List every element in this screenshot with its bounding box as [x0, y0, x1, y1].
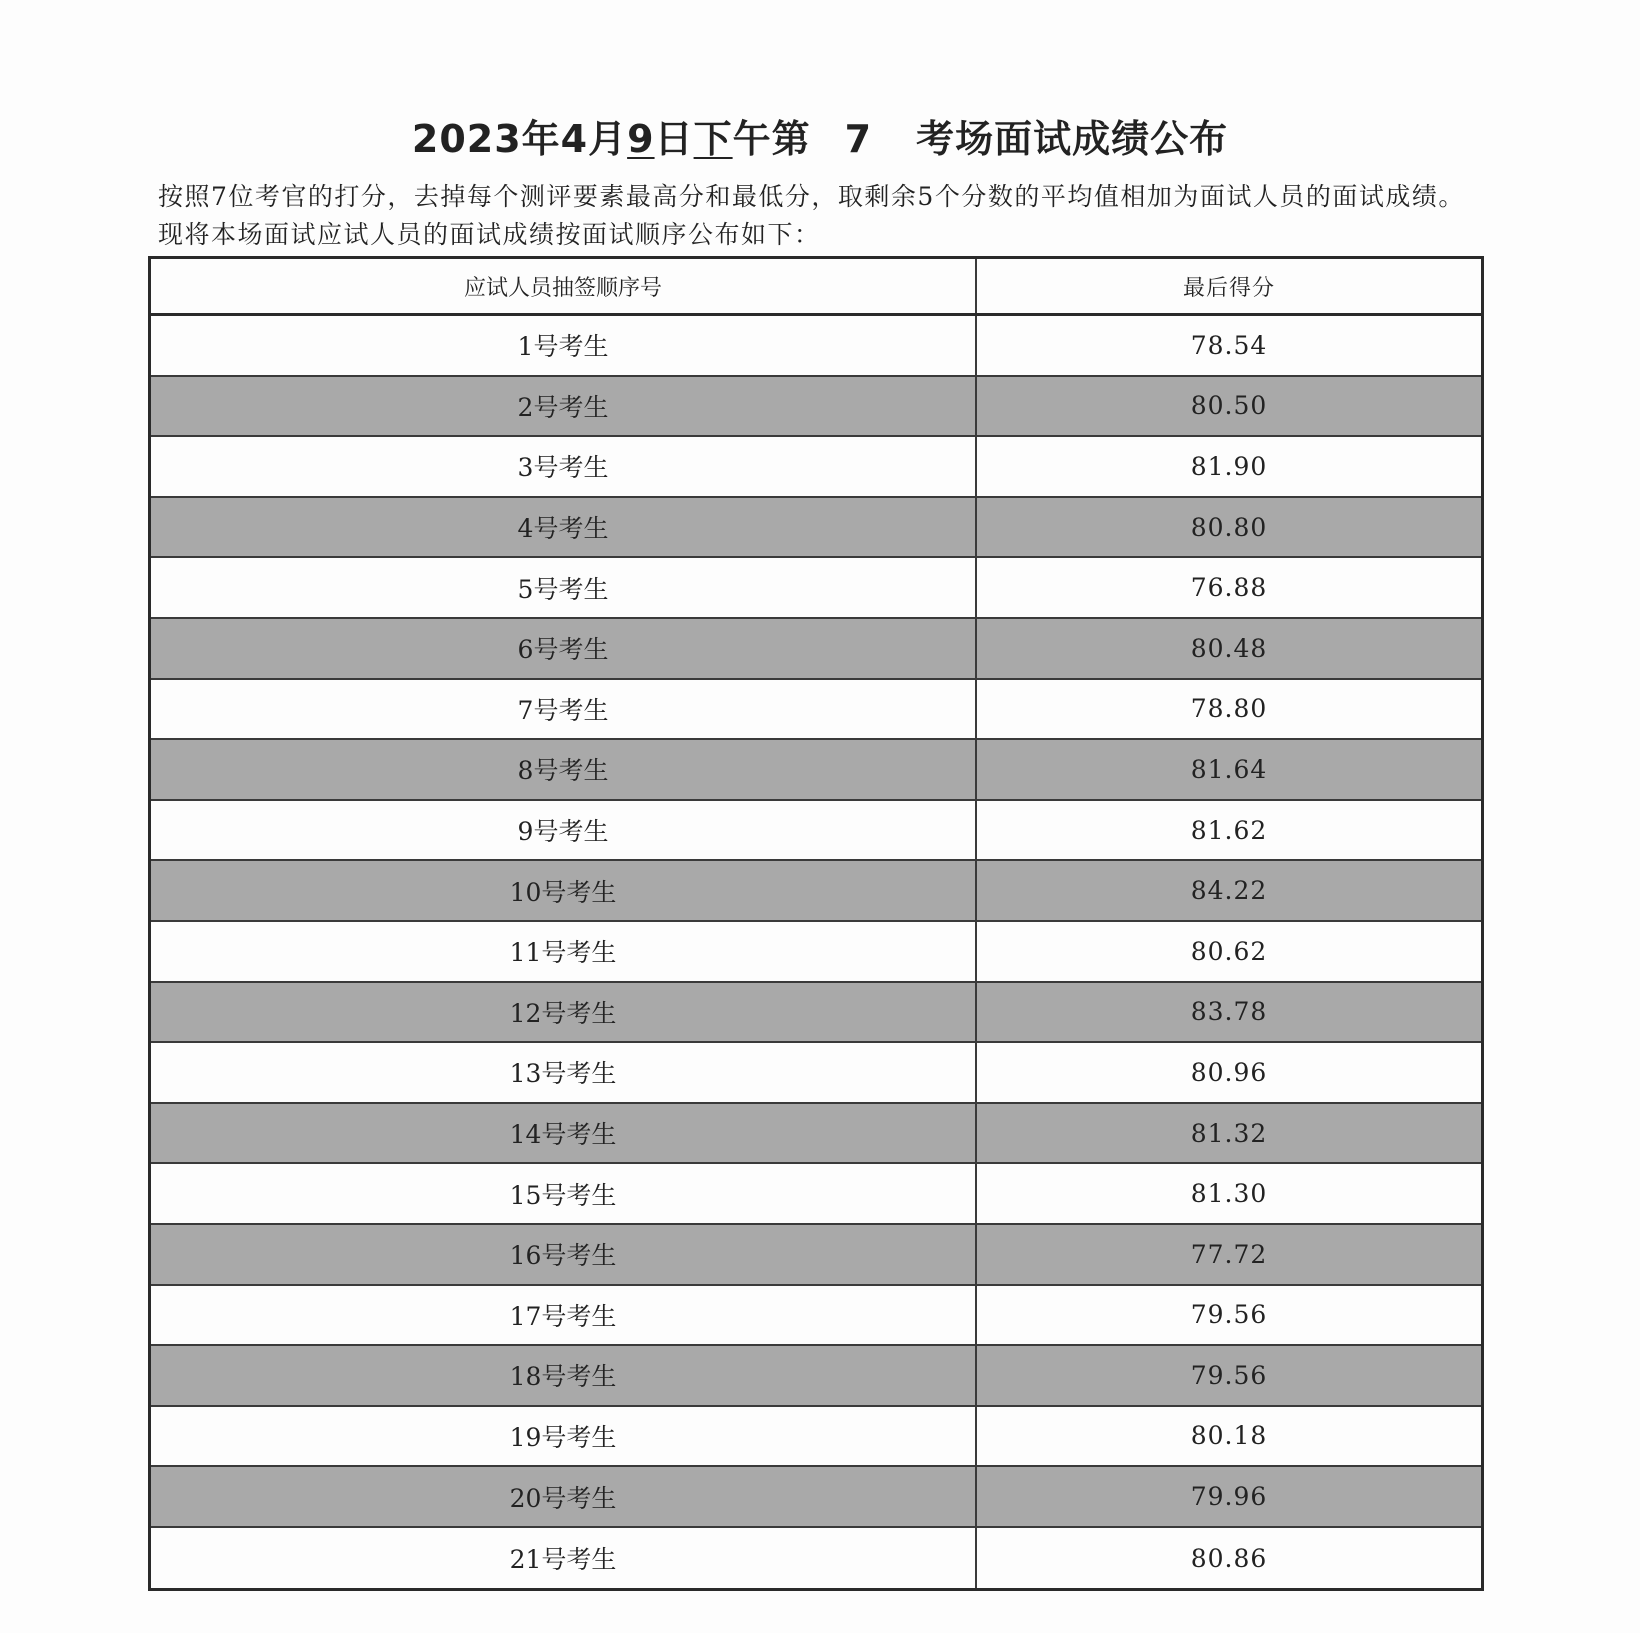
table-row — [151, 498, 1481, 559]
candidate-number-cell: 21号考生 — [151, 1528, 977, 1589]
table-row — [151, 1043, 1481, 1104]
table-row — [151, 1286, 1481, 1347]
candidate-number-cell: 4号考生 — [151, 498, 977, 557]
final-score-cell: 80.96 — [1190, 1057, 1268, 1087]
table-row — [151, 619, 1481, 680]
candidate-number-cell: 17号考生 — [151, 1286, 977, 1345]
table-row — [151, 558, 1481, 619]
candidate-number-cell: 12号考生 — [151, 983, 977, 1042]
candidate-number-cell: 7号考生 — [151, 680, 977, 739]
table-header-row — [151, 259, 1481, 316]
table-row — [151, 740, 1481, 801]
final-score-cell: 78.80 — [1190, 694, 1268, 724]
table-row — [151, 377, 1481, 438]
page-title — [0, 108, 1640, 163]
candidate-number-cell: 3号考生 — [151, 437, 977, 496]
final-score-cell: 79.56 — [1190, 1300, 1268, 1330]
final-score-cell: 79.96 — [1190, 1482, 1268, 1512]
candidate-number-cell: 1号考生 — [151, 316, 977, 375]
candidate-number-cell: 6号考生 — [151, 619, 977, 678]
table-row — [151, 316, 1481, 377]
candidate-number-cell: 14号考生 — [151, 1104, 977, 1163]
table-row — [151, 801, 1481, 862]
title-period: 下 — [693, 117, 733, 161]
table-row — [151, 1467, 1481, 1528]
table-row — [151, 922, 1481, 983]
header-final-score: 最后得分 — [1182, 275, 1275, 301]
title-day: 9 — [627, 117, 655, 161]
candidate-number-cell: 16号考生 — [151, 1225, 977, 1284]
final-score-cell: 81.62 — [1190, 815, 1268, 845]
final-score-cell: 81.30 — [1190, 1179, 1268, 1209]
table-row — [151, 861, 1481, 922]
title-room-number: 7 — [844, 117, 873, 161]
final-score-cell: 80.86 — [1190, 1543, 1268, 1573]
candidate-number-cell: 5号考生 — [151, 558, 977, 617]
final-score-cell: 81.64 — [1190, 754, 1268, 784]
final-score-cell: 76.88 — [1190, 573, 1268, 603]
table-row — [151, 680, 1481, 741]
table-row — [151, 1164, 1481, 1225]
final-score-cell: 80.18 — [1190, 1421, 1268, 1451]
final-score-cell: 77.72 — [1190, 1239, 1268, 1269]
candidate-number-cell: 20号考生 — [151, 1467, 977, 1526]
intro-paragraph: 按照7位考官的打分，去掉每个测评要素最高分和最低分，取剩余5个分数的平均值相加为面试人员的面试成绩。现将本场面试应试人员的面试成绩按面试顺序公布如下： — [158, 182, 1465, 249]
candidate-number-cell: 18号考生 — [151, 1346, 977, 1405]
header-candidate-number: 应试人员抽签顺序号 — [151, 259, 977, 313]
table-row — [151, 983, 1481, 1044]
table-row — [151, 1104, 1481, 1165]
final-score-cell: 80.80 — [1190, 512, 1268, 542]
final-score-cell: 81.32 — [1190, 1118, 1268, 1148]
final-score-cell: 81.90 — [1190, 451, 1268, 481]
final-score-cell: 80.62 — [1190, 936, 1268, 966]
candidate-number-cell: 8号考生 — [151, 740, 977, 799]
final-score-cell: 80.50 — [1190, 391, 1268, 421]
candidate-number-cell: 10号考生 — [151, 861, 977, 920]
table-row — [151, 437, 1481, 498]
candidate-number-cell: 2号考生 — [151, 377, 977, 436]
title-date-prefix: 2023年4月 — [411, 117, 628, 161]
scores-table — [148, 256, 1484, 1591]
candidate-number-cell: 15号考生 — [151, 1164, 977, 1223]
title-day-suffix: 日 — [654, 117, 694, 161]
table-row — [151, 1225, 1481, 1286]
final-score-cell: 79.56 — [1190, 1360, 1268, 1390]
candidate-number-cell: 19号考生 — [151, 1407, 977, 1466]
table-row — [151, 1346, 1481, 1407]
table-row — [151, 1407, 1481, 1468]
table-row — [151, 1528, 1481, 1589]
final-score-cell: 83.78 — [1190, 997, 1268, 1027]
candidate-number-cell: 9号考生 — [151, 801, 977, 860]
final-score-cell: 78.54 — [1190, 330, 1268, 360]
final-score-cell: 80.48 — [1190, 633, 1268, 663]
candidate-number-cell: 13号考生 — [151, 1043, 977, 1102]
candidate-number-cell: 11号考生 — [151, 922, 977, 981]
title-suffix: 考场面试成绩公布 — [916, 117, 1229, 161]
title-session: 午第 — [732, 117, 811, 161]
final-score-cell: 84.22 — [1190, 876, 1268, 906]
